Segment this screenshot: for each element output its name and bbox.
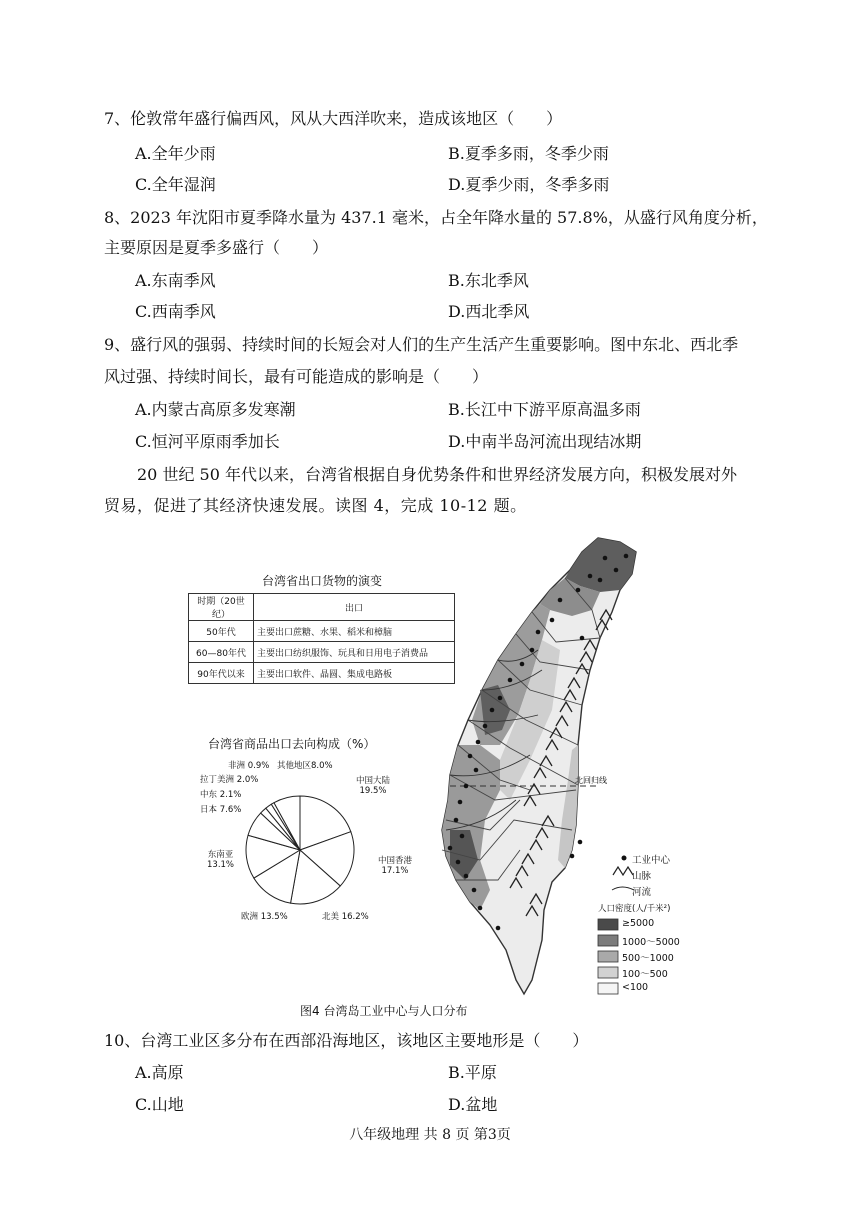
q8-stem-line-2: 主要原因是夏季多盛行（ ） [104,238,329,257]
q8-option-d: D.西北季风 [448,302,530,321]
figure-4-caption: 图4 台湾岛工业中心与人口分布 [300,1004,468,1018]
industrial-center-dot [588,574,593,579]
density-legend-swatch [598,951,618,962]
tropic-of-cancer-label: 北回归线 [575,776,607,785]
legend-density-class-label: 100～500 [622,969,668,980]
q9-option-c: C.恒河平原雨季加长 [135,432,280,451]
export-destination-pie [246,796,354,904]
industrial-center-dot [458,800,463,805]
page-footer: 八年级地理 共 8 页 第3页 [349,1127,511,1143]
table-cell-export: 主要出口蔗糖、水果、稻米和樟脑 [254,621,455,642]
table-cell-export: 主要出口软件、晶圆、集成电路板 [254,663,455,684]
density-legend-swatch [598,935,618,946]
density-legend-swatch [598,983,618,994]
mountain-legend-icon [613,867,633,875]
industrial-center-dot [550,618,555,623]
q9-option-b: B.长江中下游平原高温多雨 [448,400,641,419]
q7-option-a: A.全年少雨 [135,144,216,163]
industrial-center-dot [624,554,629,559]
passage-line-2: 贸易，促进了其经济快速发展。读图 4，完成 10-12 题。 [104,496,527,515]
industrial-center-dot [598,578,603,583]
pie-label-mainland: 中国大陆 19.5% [356,776,391,796]
industrial-center-dot [483,724,488,729]
q7-stem: 7、伦敦常年盛行偏西风，风从大西洋吹来，造成该地区（ ） [104,109,563,128]
legend-river-label: 河流 [632,887,652,898]
industrial-center-legend-icon [622,856,627,861]
legend-density-class-label: ≥5000 [622,918,655,929]
table-cell-period: 60—80年代 [189,642,254,663]
pie-label-middle-east: 中东 2.1% [200,790,242,800]
industrial-center-dot [530,648,535,653]
pie-label-latin-america: 拉丁美洲 2.0% [200,775,259,785]
q10-option-c: C.山地 [135,1095,184,1114]
industrial-center-dot [520,662,525,667]
pie-label-africa: 非洲 0.9% [228,761,270,771]
table-header-period: 时期（20世纪） [189,594,254,621]
pie-chart-title: 台湾省商品出口去向构成（%） [208,737,376,751]
industrial-center-dot [580,636,585,641]
q9-stem-line-2: 风过强、持续时间长，最有可能造成的影响是（ ） [104,367,489,386]
industrial-center-dot [498,696,503,701]
industrial-center-dot [576,588,581,593]
industrial-center-dot [474,768,479,773]
passage-line-1: 20 世纪 50 年代以来，台湾省根据自身优势条件和世界经济发展方向，积极发展对外 [137,465,737,484]
legend-industrial-label: 工业中心 [632,855,671,866]
industrial-center-dot [578,840,583,845]
q8-option-b: B.东北季风 [448,271,529,290]
density-legend-swatch [598,919,618,930]
industrial-center-dot [478,906,483,911]
q9-option-d: D.中南半岛河流出现结冰期 [448,432,642,451]
legend-density-class-label: 1000～5000 [622,937,680,948]
q10-option-b: B.平原 [448,1063,497,1082]
industrial-center-dot [496,926,501,931]
legend-density-title: 人口密度(人/千米²) [598,904,671,914]
legend-mountain-label: 山脉 [632,871,652,882]
pie-label-southeast-asia: 东南亚 13.1% [207,850,235,870]
table-cell-period: 90年代以来 [189,663,254,684]
pie-label-north-america: 北美 16.2% [322,912,369,922]
river-legend-icon [612,887,634,890]
density-legend-swatch [598,967,618,978]
q7-option-c: C.全年湿润 [135,175,216,194]
pie-label-europe: 欧洲 13.5% [241,912,288,922]
q7-option-b: B.夏季多雨，冬季少雨 [448,144,609,163]
q8-option-a: A.东南季风 [135,271,216,290]
density-legend-swatches [598,919,618,994]
pie-label-hongkong: 中国香港 17.1% [378,856,413,876]
industrial-center-dot [490,708,495,713]
legend-density-class-label: <100 [622,982,649,993]
industrial-center-dot [468,754,473,759]
table-header-export: 出口 [254,594,455,621]
industrial-center-dot [456,860,461,865]
export-table-title: 台湾省出口货物的演变 [261,574,382,588]
industrial-center-dot [536,630,541,635]
q8-option-c: C.西南季风 [135,302,216,321]
industrial-center-dot [614,568,619,573]
pie-label-other: 其他地区8.0% [277,761,333,771]
industrial-center-dot [448,846,453,851]
q9-stem-line-1: 9、盛行风的强弱、持续时间的长短会对人们的生产生活产生重要影响。图中东北、西北季 [104,335,739,354]
industrial-center-dot [570,854,575,859]
industrial-center-dot [508,678,513,683]
q8-stem-line-1: 8、2023 年沈阳市夏季降水量为 437.1 毫米，占全年降水量的 57.8%，从盛行风角度分析， [104,208,768,227]
legend-density-class-label: 500～1000 [622,953,674,964]
q10-option-d: D.盆地 [448,1095,498,1114]
table-cell-export: 主要出口纺织服饰、玩具和日用电子消费品 [254,642,455,663]
q7-option-d: D.夏季少雨，冬季多雨 [448,175,610,194]
industrial-center-dot [476,740,481,745]
industrial-center-dot [558,598,563,603]
industrial-center-dot [460,834,465,839]
industrial-center-dot [454,818,459,823]
q10-stem: 10、台湾工业区多分布在西部沿海地区，该地区主要地形是（ ） [104,1031,589,1050]
table-cell-period: 50年代 [189,621,254,642]
pie-label-japan: 日本 7.6% [200,805,242,815]
industrial-center-dot [464,784,469,789]
industrial-center-dot [464,874,469,879]
industrial-center-dot [472,888,477,893]
q10-option-a: A.高原 [135,1063,184,1082]
q9-option-a: A.内蒙古高原多发寒潮 [135,400,296,419]
industrial-center-dot [603,556,608,561]
